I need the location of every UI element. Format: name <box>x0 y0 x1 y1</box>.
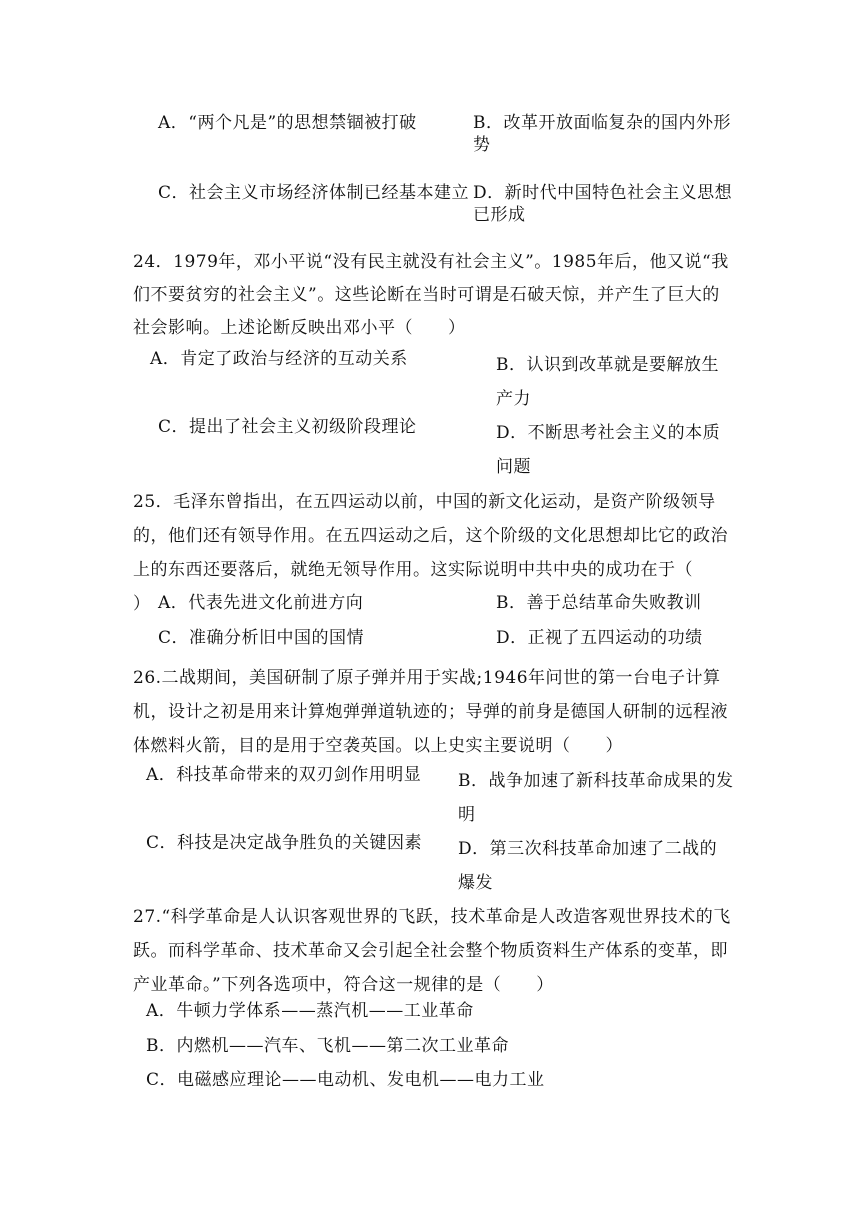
q23-option-d-wrap <box>473 182 735 226</box>
q24-option-d: D．不断思考社会主义的本质问题 <box>496 423 721 477</box>
q27-option-b: B．内燃机——汽车、飞机——第二次工业革命 <box>146 1036 509 1056</box>
q25-option-c: C．准确分析旧中国的国情 <box>158 628 365 648</box>
q25-option-b: B．善于总结革命失败教训 <box>496 593 702 613</box>
q26-option-d: D．第三次科技革命加速了二战的爆发 <box>458 839 718 893</box>
q25-option-a: A．代表先进文化前进方向 <box>158 593 364 613</box>
q26-stem: 26.二战期间，美国研制了原子弹并用于实战;1946年问世的第一台电子计算机，设计之初是用来计算炮弹弹道轨迹的；导弹的前身是德国人研制的远程液体燃料火箭，目的是用于空袭英国。以上史实主要说明（ ） <box>133 668 728 756</box>
q24-stem: 24．1979年，邓小平说“没有民主就没有社会主义”。1985年后，他又说“我们不要贫穷的社会主义”。这些论断在当时可谓是石破天惊，并产生了巨大的社会影响。上述论断反映出邓小平（ ） <box>133 252 729 338</box>
q27-option-c: C．电磁感应理论——电动机、发电机——电力工业 <box>146 1070 545 1090</box>
q24-option-b: B．认识到改革就是要解放生产力 <box>496 355 719 409</box>
q23-option-a: A．“两个凡是”的思想禁锢被打破 <box>158 113 417 133</box>
q23-option-b-line1 <box>473 112 735 156</box>
q23-option-c: C．社会主义市场经济体制已经基本建立 <box>158 183 470 203</box>
q26-option-c: C．科技是决定战争胜负的关键因素 <box>146 833 423 853</box>
q24-option-c: C．提出了社会主义初级阶段理论 <box>158 417 417 437</box>
q23-option-b: B．改革开放面临复杂的国内外形势 <box>473 113 731 155</box>
q26-option-b: B．战争加速了新科技革命成果的发明 <box>458 771 734 825</box>
q27-option-a: A．牛顿力学体系——蒸汽机——工业革命 <box>146 1001 474 1021</box>
q26-option-a: A．科技革命带来的双刃剑作用明显 <box>146 765 422 785</box>
q25-option-d: D．正视了五四运动的功绩 <box>496 628 703 648</box>
q24-option-a: A．肯定了政治与经济的互动关系 <box>150 349 408 369</box>
q23-option-d: D．新时代中国特色社会主义思想已形成 <box>473 183 733 225</box>
q27-stem: 27.“科学革命是人认识客观世界的飞跃，技术革命是人改造客观世界技术的飞跃。而科学革命、技术革命又会引起全社会整个物质资料生产体系的变革，即产业革命。”下列各选项中，符合这一规律的是（ ） <box>133 907 731 995</box>
q25-stem: 25．毛泽东曾指出，在五四运动以前，中国的新文化运动，是资产阶级领导的，他们还有领导作用。在五四运动之后，这个阶级的文化思想却比它的政治上的东西还要落后，就绝无领导作用。这实际说明中共中央的成功在于（ ） <box>133 492 728 614</box>
